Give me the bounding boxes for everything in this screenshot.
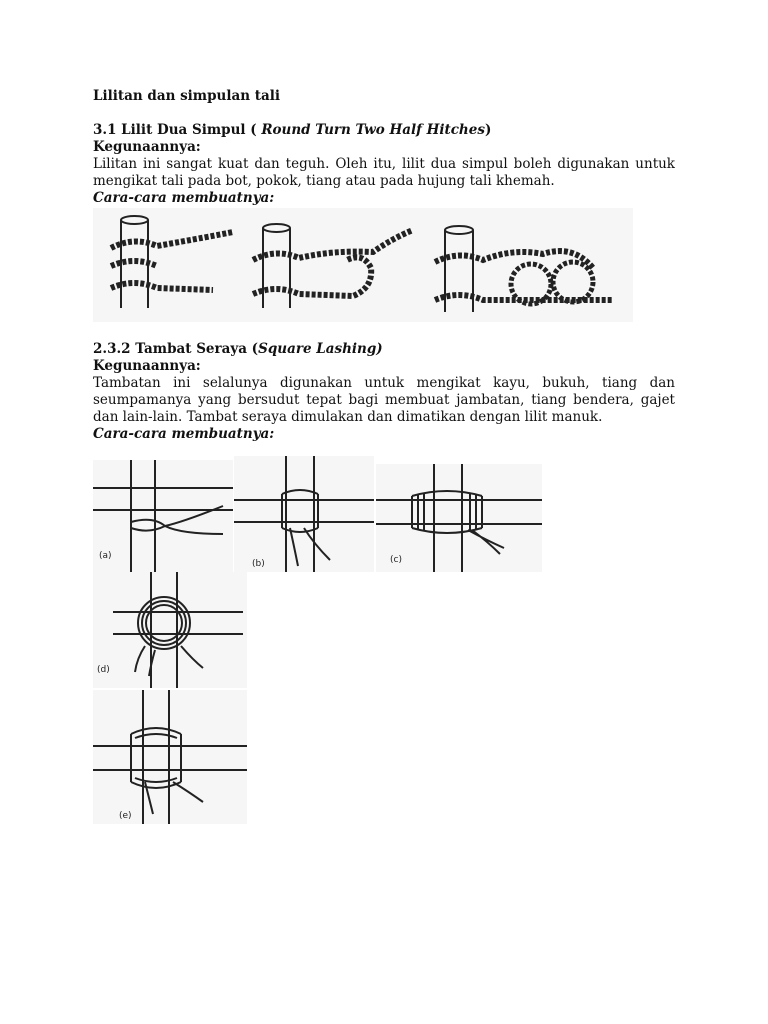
- section-1-heading: [93, 122, 491, 139]
- round-turn-hitches-drawing: [93, 208, 633, 322]
- square-lashing-step-a: [93, 460, 233, 572]
- section-1-heading-suffix: ): [484, 122, 492, 138]
- section-1-heading-italic: Round Turn Two Half Hitches: [261, 122, 485, 138]
- figure-label-b: (b): [252, 559, 265, 569]
- figure-label-a: (a): [99, 551, 112, 561]
- section-1-heading-prefix: 3.1 Lilit Dua Simpul (: [93, 122, 262, 138]
- section-1-kegunaan-label: Kegunaannya:: [93, 139, 201, 155]
- section-2-kegunaan-label: Kegunaannya:: [93, 358, 201, 374]
- square-lashing-step-c: [376, 464, 542, 572]
- section-1-cara-label: Cara-cara membuatnya:: [93, 190, 275, 206]
- section-2-heading: [93, 341, 383, 358]
- figure-label-c: (c): [390, 555, 402, 565]
- section-2-kegunaan-text: Tambatan ini selalunya digunakan untuk mengikat kayu, bukuh, tiang dan seumpamanya yang bersudut tepat bagi membuat jambatan, tiang bendera, gajet dan lain-lain. Tambat seraya dimulakan dan dimatikan dengan lilit manuk.: [93, 375, 675, 425]
- square-lashing-step-d: [93, 572, 247, 688]
- section-1-kegunaan-text: Lilitan ini sangat kuat dan teguh. Oleh itu, lilit dua simpul boleh digunakan untuk mengikat tali pada bot, pokok, tiang atau pada hujung tali khemah.: [93, 156, 675, 189]
- square-lashing-step-b: [234, 456, 374, 572]
- section-2-heading-prefix: 2.3.2 Tambat Seraya (: [93, 341, 259, 357]
- figure-label-d: (d): [97, 665, 110, 675]
- round-turn-hitches-illustration: [93, 208, 633, 322]
- figure-label-e: (e): [119, 811, 132, 821]
- page-title: Lilitan dan simpulan tali: [93, 88, 280, 104]
- square-lashing-step-e: [93, 690, 247, 824]
- section-2-heading-italic: Square Lashing): [258, 341, 383, 357]
- section-2-cara-label: Cara-cara membuatnya:: [93, 426, 275, 442]
